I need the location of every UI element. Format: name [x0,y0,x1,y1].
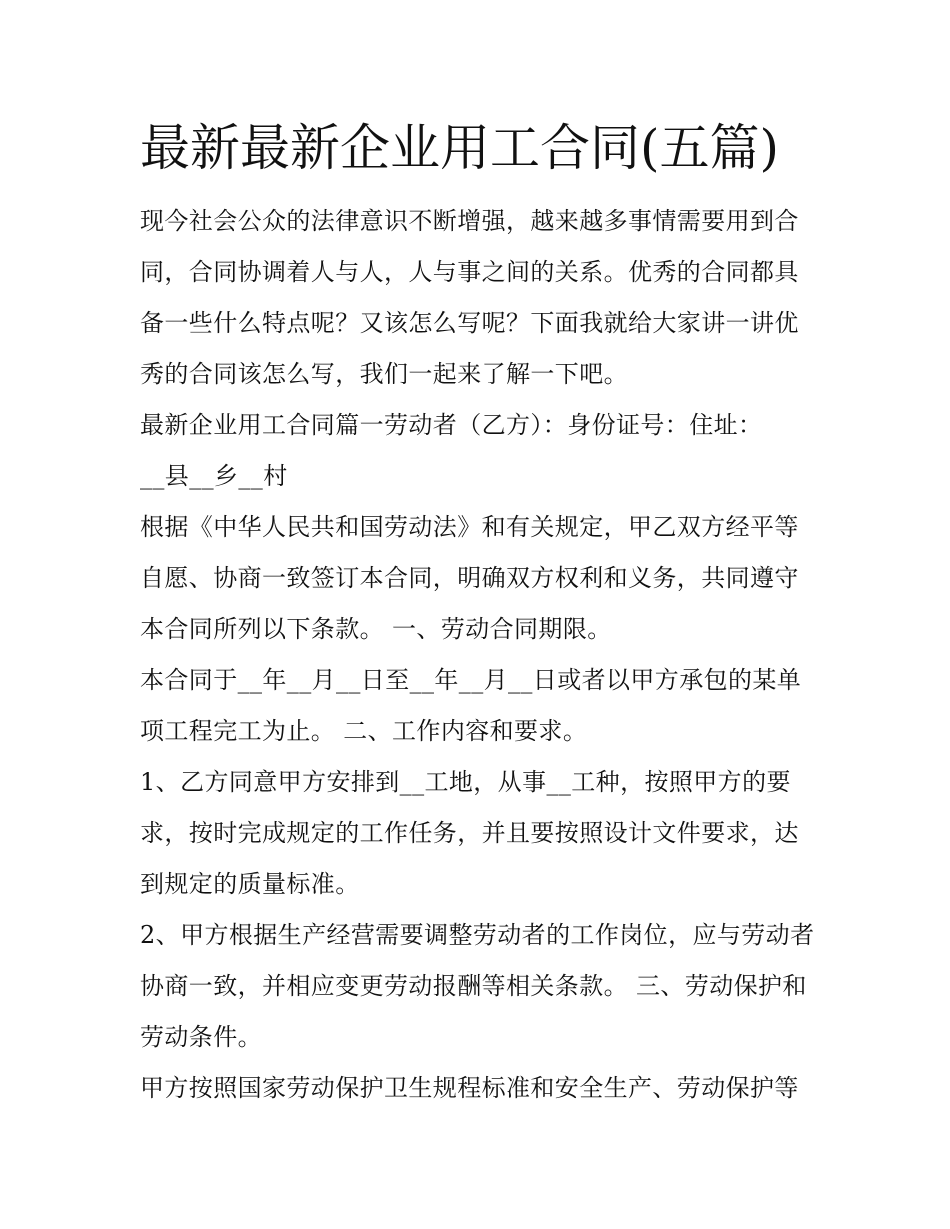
paragraph-protection: 甲方按照国家劳动保护卫生规程标准和安全生产、劳动保护等 [140,1074,799,1102]
paragraph-basis: 根据《中华人民共和国劳动法》和有关规定，甲乙双方经平等自愿、协商一致签订本合同，明确双方权利和义务，共同遵守本合同所列以下条款。 一、劳动合同期限。 [140,513,799,643]
paragraph-contract-header: 最新企业用工合同篇一劳动者（乙方）：身份证号：住址： [140,411,763,439]
paragraph-term: 本合同于__年__月__日至__年__月__日或者以甲方承包的某单项工程完工为止。 二、工作内容和要求。 [140,666,802,745]
paragraph-address: __县__乡__村 [140,462,288,490]
document-title: 最新最新企业用工合同(五篇) [140,119,780,177]
document-page [140,108,820,1114]
paragraph-intro: 现今社会公众的法律意识不断增强，越来越多事情需要用到合同，合同协调着人与人，人与事之间的关系。优秀的合同都具备一些什么特点呢？又该怎么写呢？下面我就给大家讲一讲优秀的合同该怎么写，我们一起来了解一下吧。 [140,207,799,388]
paragraph-clause-2: 2、甲方根据生产经营需要调整劳动者的工作岗位，应与劳动者协商一致，并相应变更劳动报酬等相关条款。 三、劳动保护和劳动条件。 [140,921,815,1051]
paragraph-clause-1: 1、乙方同意甲方安排到__工地，从事__工种，按照甲方的要求，按时完成规定的工作任务，并且要按照设计文件要求，达到规定的质量标准。 [140,768,799,898]
